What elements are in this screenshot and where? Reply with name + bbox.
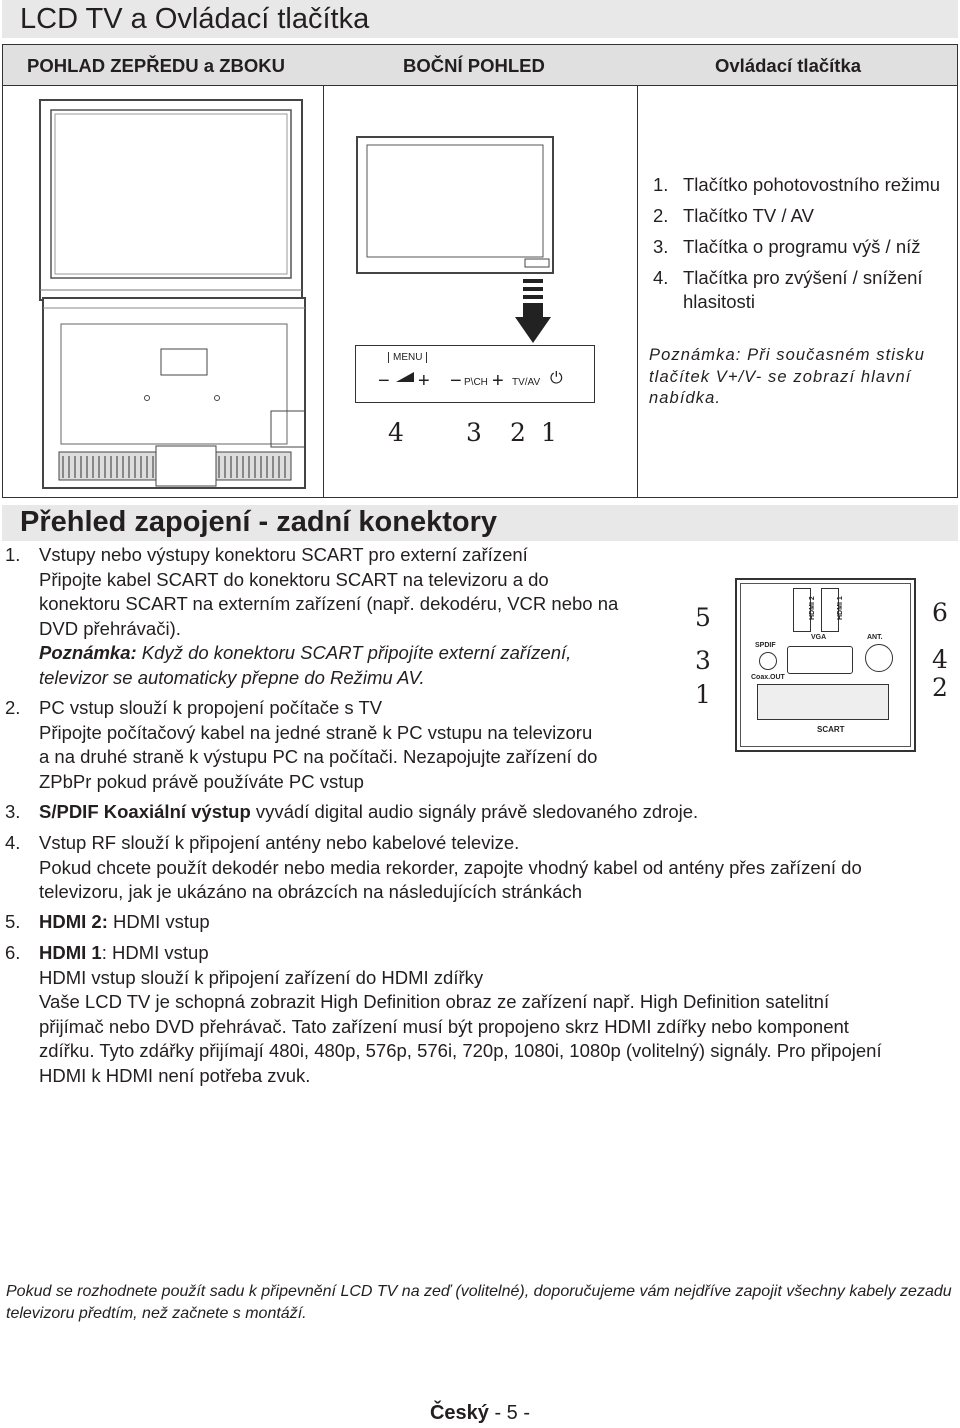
header-side-view: BOČNÍ POHLED (403, 55, 545, 76)
vol-minus-button[interactable]: − (378, 370, 390, 392)
ch-minus-button[interactable]: − (450, 370, 462, 392)
vol-plus-button[interactable]: + (418, 370, 430, 392)
ch-plus-button[interactable]: + (492, 370, 504, 392)
antenna-port (865, 644, 893, 672)
ant-label: ANT. (867, 634, 883, 641)
controls-list (647, 173, 947, 321)
callout-3: 3 (695, 646, 711, 675)
vga-label: VGA (811, 634, 827, 641)
item-2: 2. PC vstup slouží k propojení počítače s TV Připojte počítačový kabel na jedné straně k PC vstupu na televizoru a na druhé straně k výstupu PC na počítači. Nezapojujte zařízení do ZPbPr pokud právě používáte PC vstup (5, 697, 598, 792)
page-title: LCD TV a Ovládací tlačítka (20, 3, 370, 35)
column-divider (323, 85, 324, 498)
hdmi2-label: HDMI 2 (809, 596, 816, 620)
page-footer (0, 1402, 960, 1425)
header-controls: Ovládací tlačítka (715, 55, 862, 76)
item-4: 4. Vstup RF slouží k připojení antény nebo kabelové televize. Pokud chcete použít dekodér nebo media rekorder, zapojte vhodný kabel od antény přes zařízení do televizoru, jak je ukázáno na obrázcích na následujících stránkách (5, 832, 862, 902)
hdmi1-label: HDMI 1 (837, 596, 844, 620)
callout-2: 2 (510, 418, 526, 447)
callout-2: 2 (932, 673, 948, 702)
title-bar (2, 0, 958, 38)
column-divider (637, 85, 638, 498)
tvav-button[interactable]: TV/AV (512, 377, 541, 388)
arrow-down-icon (515, 277, 551, 347)
callout-4: 4 (388, 418, 404, 447)
list-item: 1. Tlačítko pohotovostního režimu (653, 174, 941, 195)
pch-label: P\CH (464, 377, 488, 388)
spdif-label: SPDIF (755, 642, 776, 649)
footer-note: Pokud se rozhodnete použít sadu k připevnění LCD TV na zeď (volitelné), doporučujeme vám nejdříve zapojit všechny kabely zezadu televizoru předtím, než začnete s montáží. (6, 1283, 952, 1322)
callout-6: 6 (932, 598, 948, 627)
volume-icon (396, 372, 414, 382)
vga-port (787, 646, 853, 674)
callout-1: 1 (695, 680, 711, 709)
tv-side-illustration (355, 135, 555, 275)
spdif-port (759, 652, 777, 670)
list-item: 2. Tlačítko TV / AV (653, 205, 814, 226)
callout-3: 3 (466, 418, 482, 447)
item-5: 5. HDMI 2: HDMI vstup (5, 911, 210, 932)
power-icon[interactable]: ⏻ (550, 370, 563, 387)
item-3: 3. S/PDIF Koaxiální výstup vyvádí digital audio signály právě sledovaného zdroje. (5, 801, 699, 822)
side-control-panel (355, 345, 595, 403)
footer-language: Český (429, 1402, 489, 1424)
callout-1: 1 (541, 418, 557, 447)
coax-label: Coax.OUT (751, 674, 785, 681)
list-item: 4. Tlačítka pro zvýšení / snížení hlasitosti (653, 267, 923, 312)
section-title: Přehled zapojení - zadní konektory (20, 506, 497, 538)
callout-4: 4 (932, 645, 948, 674)
callout-5: 5 (695, 603, 711, 632)
section-bar (2, 505, 958, 541)
scart-label: SCART (817, 725, 845, 734)
connector-panel (735, 578, 916, 752)
menu-label: MENU (388, 352, 427, 363)
controls-note: Poznámka: Při současném stisku tlačítek V+/V- se zobrazí hlavní nabídka. (649, 346, 926, 407)
header-front-view: POHLAD ZEPŘEDU a ZBOKU (27, 55, 285, 76)
list-item: 3. Tlačítka o programu výš / níž (653, 236, 921, 257)
page-number: - 5 - (494, 1402, 531, 1424)
table-header (3, 45, 957, 86)
tv-back-illustration (41, 296, 307, 492)
scart-port (757, 684, 889, 720)
item-6: 6. HDMI 1: HDMI vstup HDMI vstup slouží k připojení zařízení do HDMI zdířky Vaše LCD TV je schopná zobrazit High Definition obraz ze zařízení např. High Definition satelitní přijímač nebo DVD přehrávač. Tato zařízení musí být propojeno skrz HDMI zdířky nebo komponent zdířku. Tyto zdářky přijímají 480i, 480p, 576p, 576i, 720p, 1080i, 1080p (volitelný) signály. Pro připojení HDMI k HDMI není potřeba zvuk. (5, 942, 882, 1086)
views-table (2, 44, 958, 498)
item-1: 1. Vstupy nebo výstupy konektoru SCART pro externí zařízení Připojte kabel SCART do konektoru SCART na televizoru a do konektoru SCART na externím zařízení (např. dekodéru, VCR nebo na DVD přehrávači). Poznámka: Když do konektoru SCART připojíte externí zařízení, televizor se automaticky přepne do Režimu AV. (5, 544, 619, 688)
tv-front-illustration (37, 97, 307, 319)
